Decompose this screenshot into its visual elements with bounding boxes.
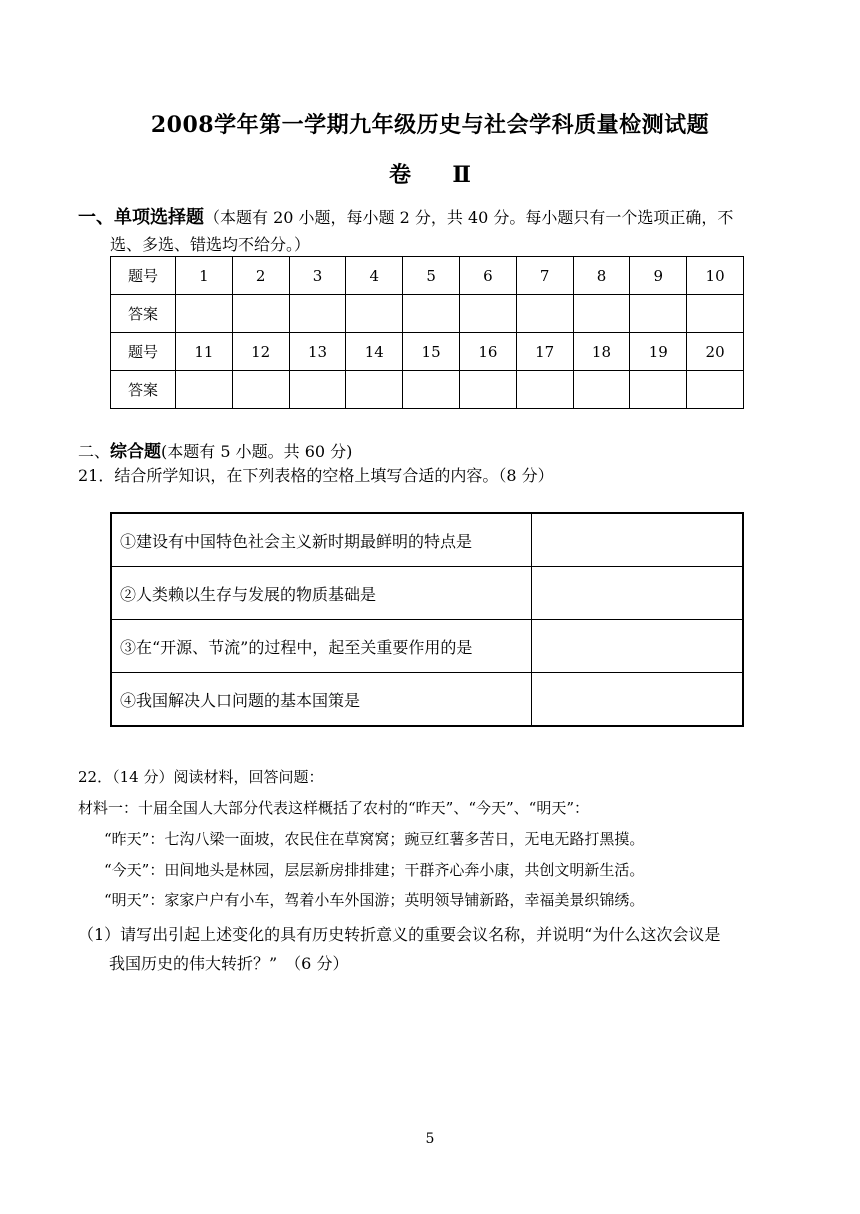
question-number: 20	[687, 333, 744, 371]
question-number: 7	[516, 257, 573, 295]
answer-cell[interactable]	[630, 371, 687, 409]
q22-subquestion-1	[78, 920, 798, 978]
answer-grid-number-row	[111, 333, 744, 371]
answer-grid	[110, 256, 744, 409]
section1-heading-line	[78, 205, 788, 230]
q21-stem: 21．结合所学知识，在下列表格的空格上填写合适的内容。（8 分）	[78, 466, 554, 485]
question-number: 13	[289, 333, 346, 371]
question-number: 14	[346, 333, 403, 371]
fill-row	[111, 673, 743, 727]
fill-answer-cell[interactable]	[532, 513, 744, 567]
answer-grid-answer-row	[111, 295, 744, 333]
question-number: 1	[176, 257, 233, 295]
fill-answer-cell[interactable]	[532, 620, 744, 673]
section2-prefix: 二、	[78, 442, 111, 461]
question-number: 11	[176, 333, 233, 371]
answer-cell[interactable]	[289, 371, 346, 409]
answer-cell[interactable]	[459, 371, 516, 409]
question-number: 6	[459, 257, 516, 295]
question-number: 10	[687, 257, 744, 295]
material-intro: 材料一：十届全国人大部分代表这样概括了农村的“昨天”、“今天”、“明天”：	[78, 799, 590, 817]
answer-grid-number-row	[111, 257, 744, 295]
subquestion-1-line2: 我国历史的伟大转折？” （6 分）	[109, 954, 349, 973]
row-label: 题号	[111, 333, 176, 371]
section1-instructions: （本题有 20 小题，每小题 2 分，共 40 分。每小题只有一个选项正确，不	[204, 208, 734, 227]
fill-prompt: ③在“开源、节流”的过程中，起至关重要作用的是	[111, 620, 532, 673]
question-number: 19	[630, 333, 687, 371]
answer-grid-answer-row	[111, 371, 744, 409]
fill-prompt: ②人类赖以生存与发展的物质基础是	[111, 567, 532, 620]
fill-row	[111, 620, 743, 673]
answer-cell[interactable]	[573, 371, 630, 409]
question-number: 17	[516, 333, 573, 371]
section2-heading: 综合题	[110, 442, 162, 462]
row-label: 答案	[111, 295, 176, 333]
question-number: 9	[630, 257, 687, 295]
subquestion-1-line1: （1）请写出引起上述变化的具有历史转折意义的重要会议名称，并说明“为什么这次会议是	[78, 925, 721, 944]
question-number: 8	[573, 257, 630, 295]
answer-cell[interactable]	[403, 295, 460, 333]
paper-label-numeral: Ⅱ	[452, 162, 471, 188]
answer-cell[interactable]	[630, 295, 687, 333]
question-number: 5	[403, 257, 460, 295]
answer-cell[interactable]	[232, 371, 289, 409]
fill-prompt: ④我国解决人口问题的基本国策是	[111, 673, 532, 727]
answer-cell[interactable]	[346, 295, 403, 333]
answer-cell[interactable]	[403, 371, 460, 409]
fill-answer-cell[interactable]	[532, 567, 744, 620]
section1-instructions-cont: 选、多选、错选均不给分。）	[110, 235, 311, 254]
fill-answer-cell[interactable]	[532, 673, 744, 727]
answer-cell[interactable]	[346, 371, 403, 409]
answer-cell[interactable]	[687, 295, 744, 333]
answer-cell[interactable]	[516, 295, 573, 333]
row-label: 答案	[111, 371, 176, 409]
question-number: 15	[403, 333, 460, 371]
paper-label	[0, 158, 860, 189]
question-number: 12	[232, 333, 289, 371]
question-number: 4	[346, 257, 403, 295]
material-line-tomorrow: “明天”：家家户户有小车，驾着小车外国游；英明领导铺新路，幸福美景织锦绣。	[104, 891, 645, 909]
answer-cell[interactable]	[176, 295, 233, 333]
paper-label-char: 卷	[389, 162, 412, 188]
fill-row	[111, 513, 743, 567]
section1-heading: 一、单项选择题	[78, 207, 204, 228]
answer-cell[interactable]	[687, 371, 744, 409]
exam-title: 2008学年第一学期九年级历史与社会学科质量检测试题	[150, 112, 710, 138]
section2-heading-line	[78, 437, 352, 462]
question-number: 16	[459, 333, 516, 371]
answer-cell[interactable]	[516, 371, 573, 409]
section2-instructions: (本题有 5 小题。共 60 分)	[161, 442, 353, 461]
row-label: 题号	[111, 257, 176, 295]
fill-row	[111, 567, 743, 620]
answer-cell[interactable]	[459, 295, 516, 333]
page-number: 5	[425, 1131, 435, 1147]
fill-prompt: ①建设有中国特色社会主义新时期最鲜明的特点是	[111, 513, 532, 567]
q21-fill-table	[110, 512, 744, 727]
answer-cell[interactable]	[573, 295, 630, 333]
material-line-yesterday: “昨天”：七沟八梁一面坡，农民住在草窝窝；豌豆红薯多苦日，无电无路打黑摸。	[104, 830, 645, 848]
answer-cell[interactable]	[289, 295, 346, 333]
answer-cell[interactable]	[232, 295, 289, 333]
q22-stem: 22．（14 分）阅读材料，回答问题：	[78, 768, 324, 786]
answer-cell[interactable]	[176, 371, 233, 409]
question-number: 18	[573, 333, 630, 371]
material-line-today: “今天”：田间地头是林园，层层新房排排建；干群齐心奔小康，共创文明新生活。	[104, 861, 645, 879]
question-number: 3	[289, 257, 346, 295]
question-number: 2	[232, 257, 289, 295]
